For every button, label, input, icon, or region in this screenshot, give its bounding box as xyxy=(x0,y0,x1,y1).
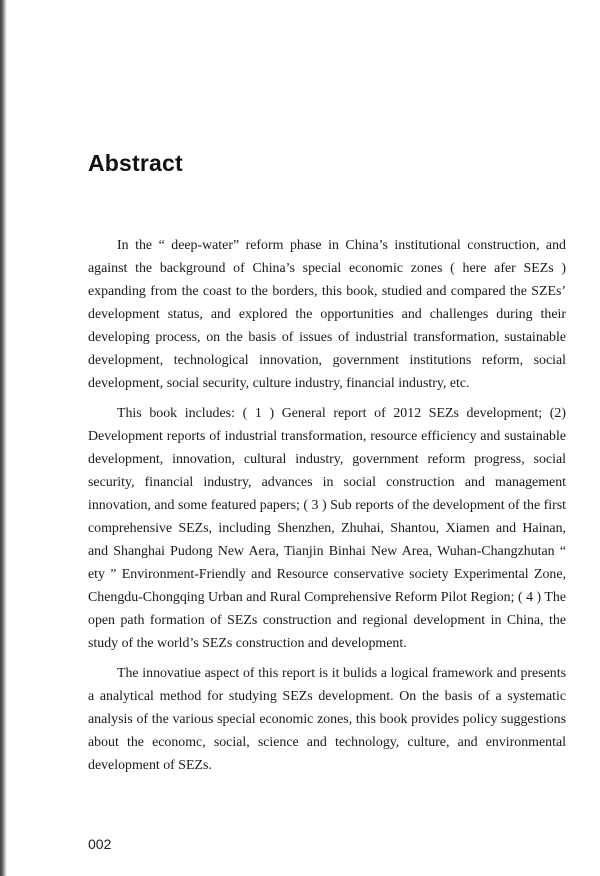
page-number: 002 xyxy=(88,836,112,852)
abstract-paragraph-3: The innovatiue aspect of this report is it bulids a logical framework and presents a analytical method for studying SEZs development. On the basis of a systematic analysis of the various special economic zones, this book provides policy suggestions about the economc, social, science and technology, culture, and environmental development of SEZs. xyxy=(88,666,566,773)
abstract-body xyxy=(88,234,566,784)
page-heading: Abstract xyxy=(88,150,183,176)
page-binding-edge xyxy=(0,0,7,876)
abstract-paragraph-1: In the “ deep-water” reform phase in China’s institutional construction, and against the background of China’s special economic zones ( here afer SEZs ) expanding from the coast to the borders, this book, studied and compared the SZEs’ development status, and explored the opportunities and challenges during their developing process, on the basis of issues of industrial transformation, sustainable development, technological innovation, government institutions reform, social development, social security, culture industry, financial industry, etc. xyxy=(88,238,566,391)
abstract-paragraph-2: This book includes: ( 1 ) General report of 2012 SEZs development; (2) Development reports of industrial transformation, resource efficiency and sustainable development, innovation, cultural industry, government reform progress, social security, financial industry, advances in social construction and management innovation, and some featured papers; ( 3 ) Sub reports of the development of the first comprehensive SEZs, including Shenzhen, Zhuhai, Shantou, Xiamen and Hainan, and Shanghai Pudong New Aera, Tianjin Binhai New Area, Wuhan-Changzhutan “ ety ” Environment-Friendly and Resource conservative society Experimental Zone, Chengdu-Chongqing Urban and Rural Comprehensive Reform Pilot Region; ( 4 ) The open path formation of SEZs construction and regional development in China, the study of the world’s SEZs construction and development. xyxy=(88,406,566,651)
